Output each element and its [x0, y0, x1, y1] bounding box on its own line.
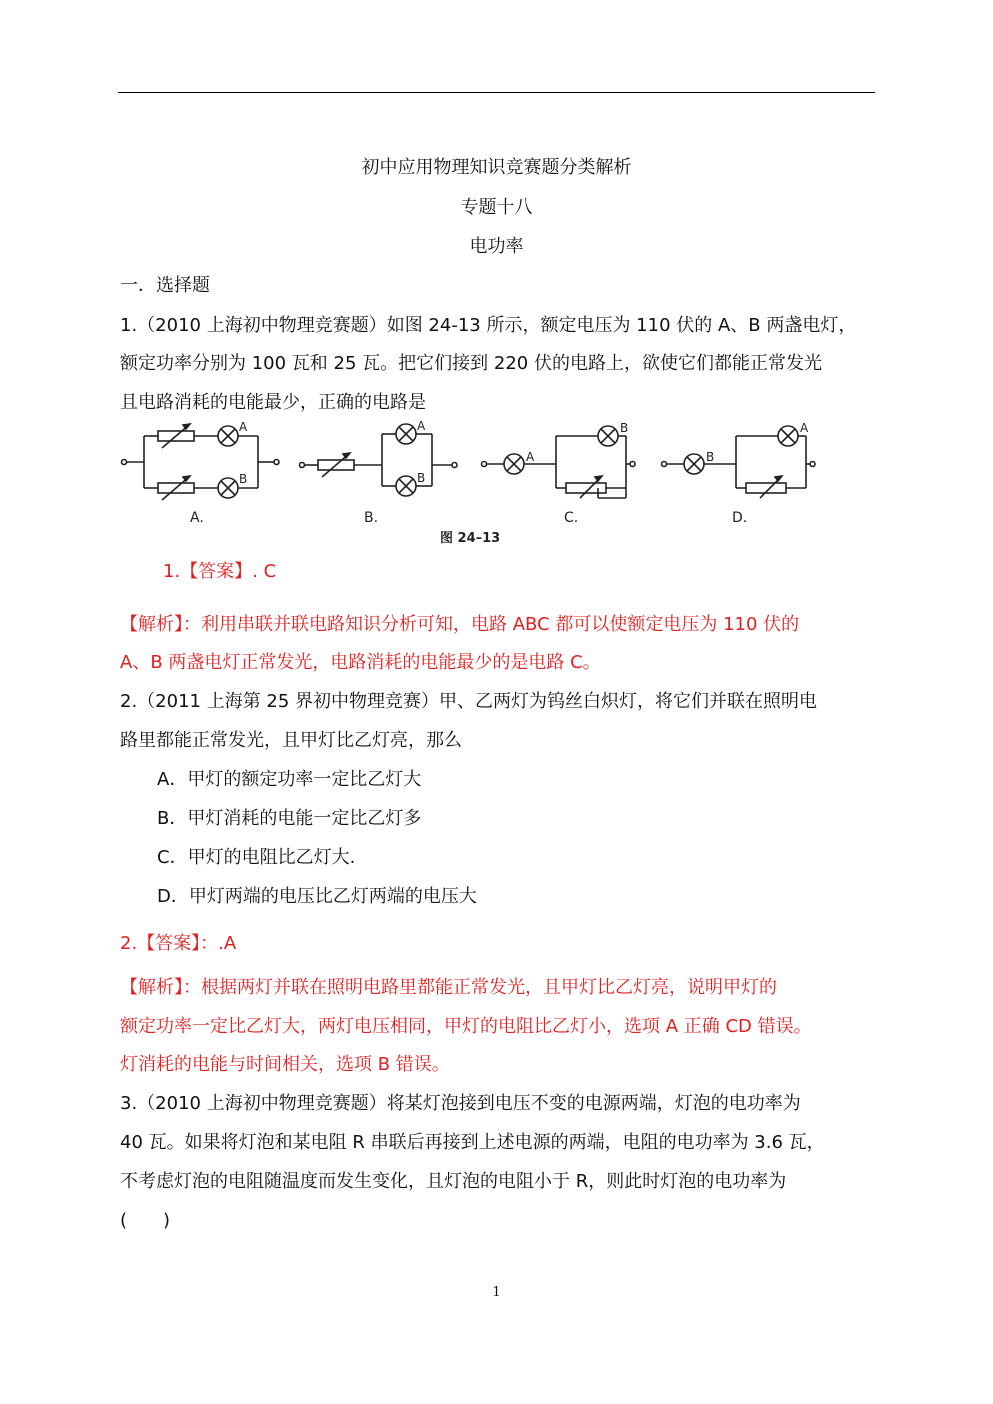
- question-3-line-3: 不考虑灯泡的电阻随温度而发生变化，且灯泡的电阻小于 R，则此时灯泡的电功率为: [120, 1171, 787, 1192]
- lamp-label-a3: A: [526, 450, 535, 464]
- figure-option-c: C.: [564, 510, 579, 526]
- lamp-label-b2: B: [417, 471, 426, 485]
- question-2-answer: 2.【答案】：.A: [120, 933, 237, 954]
- section-heading: 一．选择题: [120, 275, 210, 296]
- question-2-option-d: D．甲灯两端的电压比乙灯两端的电压大: [157, 886, 477, 907]
- question-2-analysis-line-3: 灯消耗的电能与时间相关，选项 B 错误。: [120, 1054, 450, 1075]
- question-1-analysis-line-1: 【解析】：利用串联并联电路知识分析可知，电路 ABC 都可以使额定电压为 110 伏的: [120, 614, 800, 635]
- lamp-label-a4: A: [800, 421, 809, 435]
- question-2-option-a: A．甲灯的额定功率一定比乙灯大: [157, 769, 422, 790]
- question-2-line-1: 2.（2011 上海第 25 界初中物理竞赛）甲、乙两灯为钨丝白炽灯，将它们并联在照明电: [120, 691, 818, 712]
- lamp-label-b4: B: [706, 450, 715, 464]
- question-1-line-1: 1.（2010 上海初中物理竞赛题）如图 24-13 所示，额定电压为 110 伏的 A、B 两盏电灯，: [120, 315, 857, 336]
- question-2-analysis-line-1: 【解析】：根据两灯并联在照明电路里都能正常发光，且甲灯比乙灯亮，说明甲灯的: [120, 977, 777, 998]
- question-1-answer: 1.【答案】. C: [163, 561, 277, 582]
- document-subtitle: 专题十八: [460, 197, 533, 218]
- figure-option-a: A.: [190, 510, 204, 526]
- circuit-c: [482, 426, 636, 498]
- circuit-b: [300, 424, 458, 496]
- document-title: 初中应用物理知识竞赛题分类解析: [361, 157, 632, 178]
- question-3-line-2: 40 瓦。如果将灯泡和某电阻 R 串联后再接到上述电源的两端，电阻的电功率为 3.6 瓦，: [120, 1132, 825, 1153]
- circuit-d: [662, 426, 816, 498]
- question-2-option-c: C．甲灯的电阻比乙灯大.: [157, 847, 356, 868]
- question-2-line-2: 路里都能正常发光，且甲灯比乙灯亮，那么: [120, 730, 462, 751]
- question-1-line-3: 且电路消耗的电能最少，正确的电路是: [120, 392, 426, 413]
- question-3-line-1: 3.（2010 上海初中物理竞赛题）将某灯泡接到电压不变的电源两端，灯泡的电功率为: [120, 1093, 801, 1114]
- lamp-label-b1: B: [239, 472, 248, 486]
- lamp-label-a1: A: [239, 420, 248, 434]
- figure-caption: 图 24–13: [440, 531, 501, 546]
- circuit-figure: [118, 418, 818, 552]
- lamp-label-a2: A: [417, 419, 426, 433]
- lamp-label-b3: B: [620, 421, 629, 435]
- question-3-answer-blank: ( ): [120, 1210, 171, 1231]
- question-1-analysis-line-2: A、B 两盏电灯正常发光，电路消耗的电能最少的是电路 C。: [120, 652, 601, 673]
- figure-option-b: B.: [364, 510, 379, 526]
- question-2-analysis-line-2: 额定功率一定比乙灯大，两灯电压相同，甲灯的电阻比乙灯小，选项 A 正确 CD 错误。: [120, 1016, 812, 1037]
- page-number: 1: [492, 1285, 501, 1300]
- circuit-a: [122, 424, 280, 500]
- question-2-option-b: B．甲灯消耗的电能一定比乙灯多: [157, 808, 422, 829]
- header-rule: [118, 92, 875, 93]
- question-1-line-2: 额定功率分别为 100 瓦和 25 瓦。把它们接到 220 伏的电路上，欲使它们都能正常发光: [120, 353, 822, 374]
- figure-option-d: D.: [732, 510, 748, 526]
- document-topic: 电功率: [469, 236, 524, 257]
